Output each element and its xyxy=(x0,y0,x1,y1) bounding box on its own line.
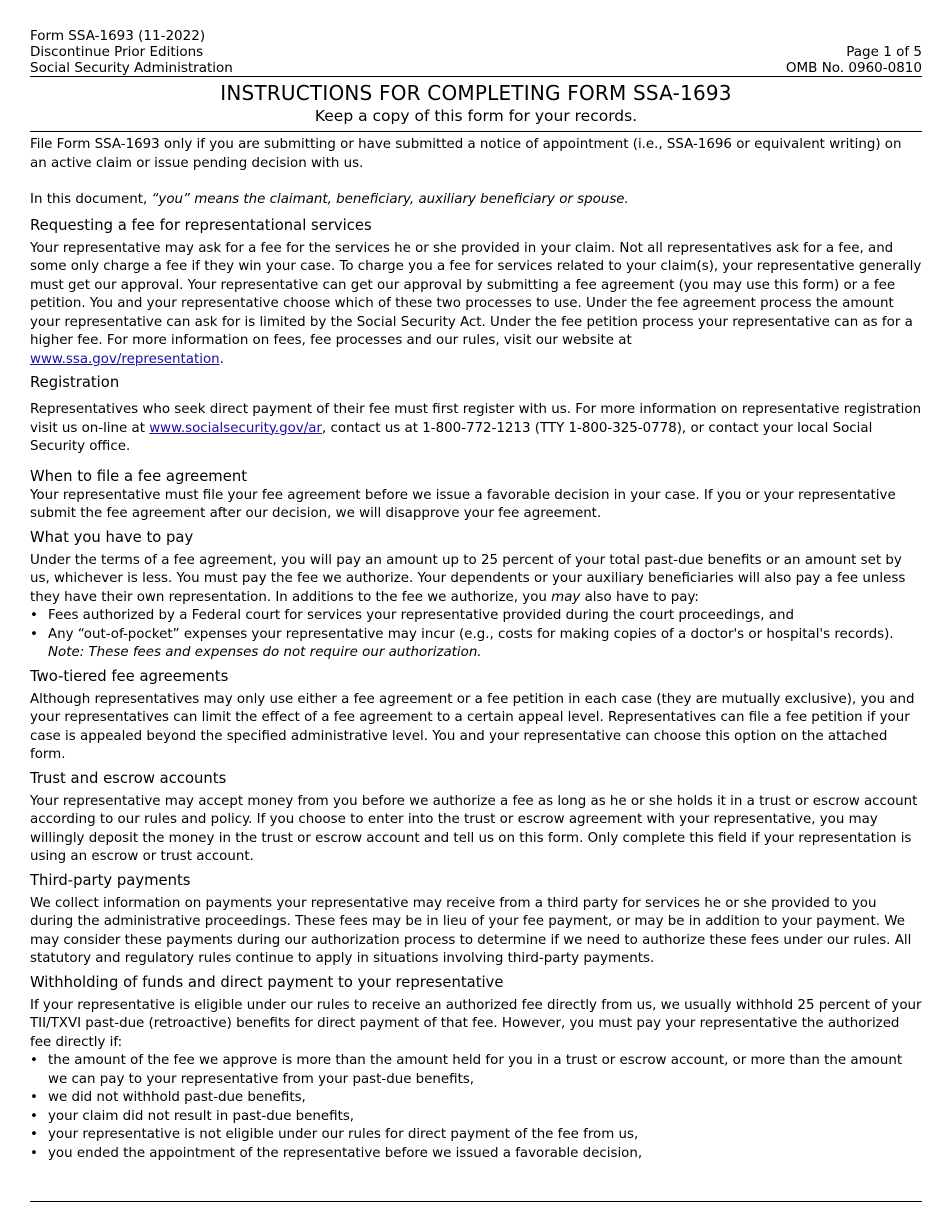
registration-link[interactable]: www.socialsecurity.gov/ar xyxy=(149,420,322,436)
what-to-pay-text: Under the terms of a fee agreement, you will pay an amount up to 25 percent of your total past-due benefits or an amount set by us, whichever is less. You must pay the fee we authorize. Your dependents or your auxiliary beneficiaries will also pay a fee unless they have their own representation. In additions to the fee we authorize, you xyxy=(30,552,906,605)
fee-request-end: . xyxy=(219,351,224,367)
editions-note: Discontinue Prior Editions xyxy=(30,44,204,60)
heading-what-to-pay: What you have to pay xyxy=(30,528,194,546)
what-to-pay-note: Note: These fees and expenses do not require our authorization. xyxy=(48,645,482,660)
form-header xyxy=(30,28,922,76)
withholding-paragraph: If your representative is eligible under our rules to receive an authorized fee directly from us, we usually withhold 25 percent of your TII/TXVI past-due (retroactive) benefits for direct payment of that fee. However, you must pay your representative the authorized fee directly if: xyxy=(30,997,922,1050)
heading-fee-request: Requesting a fee for representational services xyxy=(30,216,372,234)
list-item: • your representative is not eligible under our rules for direct payment of the fee from us, xyxy=(30,1126,922,1145)
heading-trust: Trust and escrow accounts xyxy=(30,769,227,787)
heading-two-tiered: Two-tiered fee agreements xyxy=(30,667,229,685)
intro-paragraph: File Form SSA-1693 only if you are submitting or have submitted a notice of appointment (i.e., SSA-1696 or equivalent writing) on an active claim or issue pending decision with us. xyxy=(30,137,902,171)
form-id: Form SSA-1693 (11-2022) xyxy=(30,28,206,44)
fee-request-text: Your representative may ask for a fee for the services he or she provided in your claim. Not all representatives ask for a fee, and some only charge a fee if they win your case. To charge you a fee for services related to your claim(s), your representative generally must get our approval. Your representative can get our approval by submitting a fee agreement (you may use this form) or a fee petition. You and your representative choose which of these two processes to use. Under the fee agreement process the amount your representative can ask for is limited by the Social Security Act. Under the fee petition process your representative can as for a higher fee. For more information on fees, fee processes and our rules, visit our website at xyxy=(30,240,922,348)
list-item: • your claim did not result in past-due benefits, xyxy=(30,1108,922,1127)
agency-name: Social Security Administration xyxy=(30,60,233,76)
definition-paragraph xyxy=(30,191,922,210)
document-page xyxy=(30,28,922,1163)
withholding-list xyxy=(30,1052,922,1163)
registration-text: Representatives who seek direct payment of their fee must first register with us. For more information on representative registration visit us on-line at xyxy=(30,402,922,436)
trust-paragraph: Your representative may accept money from you before we authorize a fee as long as he or she holds it in a trust or escrow account according to our rules and policy. If you choose to enter into the trust or escrow agreement with your representative, you may willingly deposit the money in the trust or escrow account and tell us on this form. Only complete this field if your representation is using an escrow or trust account. xyxy=(30,793,918,864)
registration-text-after: , contact us at 1-800-772-1213 (TTY 1-800-325-0778), or contact your local Social Security office. xyxy=(30,420,873,454)
list-item: • we did not withhold past-due benefits, xyxy=(30,1089,922,1108)
footer-divider xyxy=(30,1201,922,1202)
header-right xyxy=(786,44,922,76)
heading-withholding: Withholding of funds and direct payment to your representative xyxy=(30,973,504,991)
header-left xyxy=(30,28,233,76)
title-block xyxy=(30,77,922,131)
list-item: • you ended the appointment of the representative before we issued a favorable decision, xyxy=(30,1145,922,1164)
definition-prefix: In this document, xyxy=(30,192,152,207)
instructions-body xyxy=(30,132,922,1163)
third-party-paragraph: We collect information on payments your representative may receive from a third party for services he or she provided to you during the administrative proceedings. These fees may be in lieu of your fee payment, or may be in addition to your payment. We may consider these payments during our authorization process to determine if we need to authorize these fees under our rules. All statutory and regulatory rules continue to apply in situations involving third-party payments. xyxy=(30,895,912,966)
heading-third-party: Third-party payments xyxy=(30,871,191,889)
page-subtitle: Keep a copy of this form for your records. xyxy=(314,107,638,125)
two-tiered-paragraph: Although representatives may only use either a fee agreement or a fee petition in each case (they are mutually exclusive), you and your representatives can limit the effect of a fee agreement to a certain appeal level. Representatives can file a fee petition if your case is appealed beyond the specified administrative level. You and your representative can choose this option on the attached form. xyxy=(30,691,915,762)
what-to-pay-text-after: also have to pay: xyxy=(580,589,699,605)
omb-number: OMB No. 0960-0810 xyxy=(785,60,922,76)
registration-paragraph xyxy=(30,401,922,457)
fee-request-paragraph xyxy=(30,240,922,370)
what-to-pay-paragraph xyxy=(30,552,922,608)
list-item: • Fees authorized by a Federal court for services your representative provided during the court proceedings, and xyxy=(30,607,922,626)
page-title: INSTRUCTIONS FOR COMPLETING FORM SSA-1693 xyxy=(220,81,732,105)
heading-registration: Registration xyxy=(30,374,120,391)
list-item: • the amount of the fee we approve is more than the amount held for you in a trust or escrow account, or more than the amount we can pay to your representative from your past-due benefits, xyxy=(30,1052,922,1089)
what-to-pay-may: may xyxy=(551,589,581,605)
when-to-file-paragraph: Your representative must file your fee agreement before we issue a favorable decision in your case. If you or your representative submit the fee agreement after our decision, we will disapprove your fee agreement. xyxy=(30,487,896,521)
ssa-representation-link[interactable]: www.ssa.gov/representation xyxy=(30,351,220,367)
heading-when-to-file: When to file a fee agreement xyxy=(30,467,248,485)
list-item: • Any “out-of-pocket” expenses your representative may incur (e.g., costs for making copies of a doctor's or hospital's records). xyxy=(30,626,922,645)
what-to-pay-list xyxy=(30,607,922,644)
definition-text: “you” means the claimant, beneficiary, auxiliary beneficiary or spouse. xyxy=(151,192,629,207)
page-number: Page 1 of 5 xyxy=(846,44,922,60)
